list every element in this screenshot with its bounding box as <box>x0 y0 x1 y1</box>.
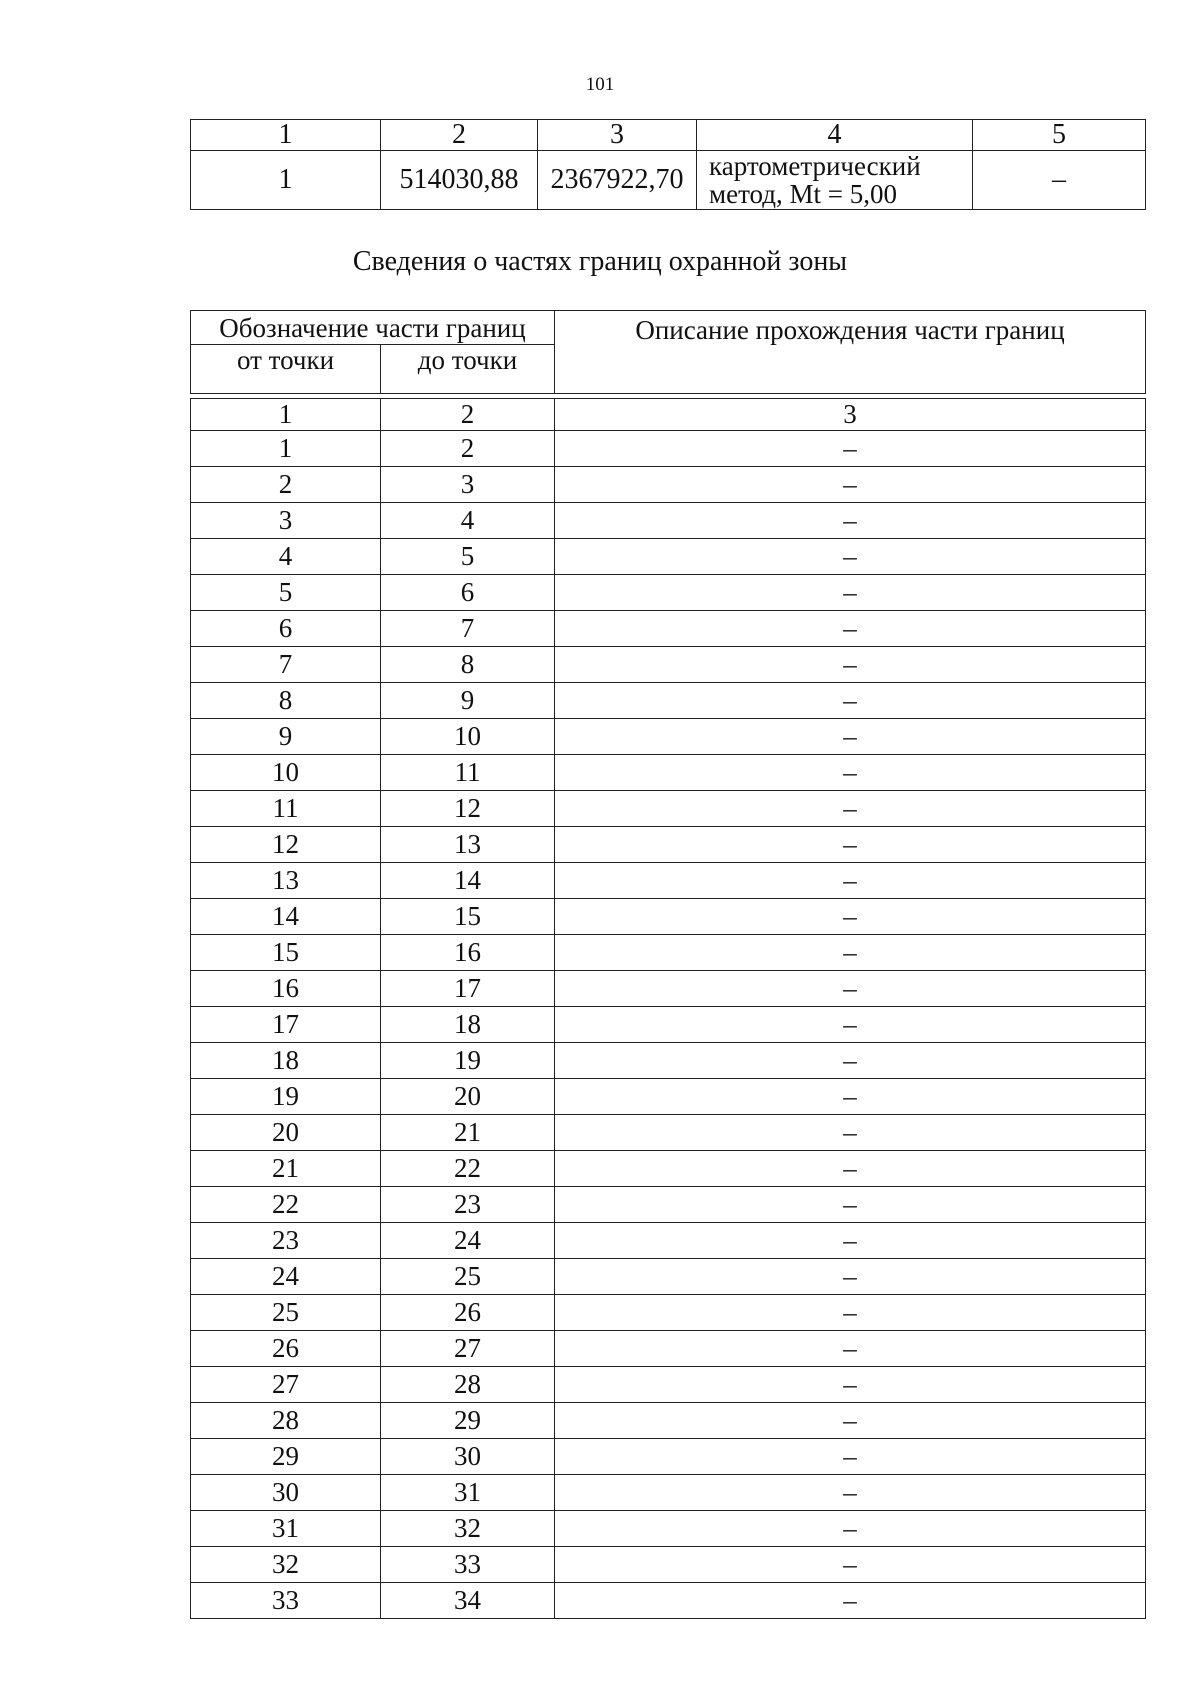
coords-header-row <box>191 120 1146 151</box>
from-point-cell: 11 <box>191 791 381 827</box>
table-row <box>191 467 1146 503</box>
from-point-cell: 16 <box>191 971 381 1007</box>
to-point-cell: 3 <box>381 467 555 503</box>
description-cell: – <box>555 755 1146 791</box>
from-point-cell: 22 <box>191 1187 381 1223</box>
to-point-cell: 22 <box>381 1151 555 1187</box>
table-row <box>191 539 1146 575</box>
table-row <box>191 791 1146 827</box>
to-point-cell: 25 <box>381 1259 555 1295</box>
description-header: Описание прохождения части границ <box>555 311 1146 394</box>
table-row <box>191 1331 1146 1367</box>
description-cell: – <box>555 611 1146 647</box>
to-point-cell: 6 <box>381 575 555 611</box>
from-point-cell: 24 <box>191 1259 381 1295</box>
description-cell: – <box>555 1259 1146 1295</box>
table-row <box>191 1295 1146 1331</box>
table-row <box>191 503 1146 539</box>
to-point-cell: 24 <box>381 1223 555 1259</box>
from-point-cell: 21 <box>191 1151 381 1187</box>
to-point-cell: 15 <box>381 899 555 935</box>
table-row <box>191 863 1146 899</box>
table-row <box>191 971 1146 1007</box>
to-point-cell: 26 <box>381 1295 555 1331</box>
table-row <box>191 1079 1146 1115</box>
table-row <box>191 1223 1146 1259</box>
table-row <box>191 1115 1146 1151</box>
description-cell: – <box>555 503 1146 539</box>
table-row <box>191 1259 1146 1295</box>
method-line-2: метод, Mt = 5,00 <box>709 179 897 209</box>
table-row <box>191 1151 1146 1187</box>
from-point-cell: 18 <box>191 1043 381 1079</box>
description-cell: – <box>555 827 1146 863</box>
method-cell <box>697 151 973 210</box>
description-cell: – <box>555 431 1146 467</box>
method-line-1: картометрический <box>709 151 921 181</box>
table-row <box>191 1583 1146 1619</box>
description-cell: – <box>555 683 1146 719</box>
description-cell: – <box>555 1511 1146 1547</box>
table-row <box>191 1043 1146 1079</box>
description-cell: – <box>555 1439 1146 1475</box>
description-cell: – <box>555 539 1146 575</box>
description-cell: – <box>555 971 1146 1007</box>
from-point-cell: 32 <box>191 1547 381 1583</box>
from-point-cell: 12 <box>191 827 381 863</box>
from-point-cell: 3 <box>191 503 381 539</box>
table-row <box>191 1007 1146 1043</box>
description-cell: – <box>555 1475 1146 1511</box>
table-row <box>191 1475 1146 1511</box>
from-point-cell: 20 <box>191 1115 381 1151</box>
table-row <box>191 755 1146 791</box>
from-point-cell: 2 <box>191 467 381 503</box>
from-point-cell: 15 <box>191 935 381 971</box>
to-point-header: до точки <box>381 345 555 394</box>
from-point-cell: 5 <box>191 575 381 611</box>
to-point-cell: 4 <box>381 503 555 539</box>
from-point-cell: 25 <box>191 1295 381 1331</box>
column-number: 3 <box>555 399 1146 431</box>
point-number: 1 <box>191 151 381 210</box>
from-point-cell: 27 <box>191 1367 381 1403</box>
description-cell: – <box>555 1151 1146 1187</box>
table-row <box>191 827 1146 863</box>
description-cell: – <box>555 863 1146 899</box>
to-point-cell: 13 <box>381 827 555 863</box>
to-point-cell: 32 <box>381 1511 555 1547</box>
from-point-cell: 28 <box>191 1403 381 1439</box>
coords-header-cell: 1 <box>191 120 381 151</box>
table-row <box>191 719 1146 755</box>
description-cell: – <box>555 1187 1146 1223</box>
to-point-cell: 9 <box>381 683 555 719</box>
to-point-cell: 31 <box>381 1475 555 1511</box>
from-point-cell: 26 <box>191 1331 381 1367</box>
from-point-cell: 4 <box>191 539 381 575</box>
description-cell: – <box>555 1223 1146 1259</box>
coords-header-cell: 4 <box>697 120 973 151</box>
description-cell: – <box>555 1115 1146 1151</box>
table-row <box>191 431 1146 467</box>
from-point-cell: 8 <box>191 683 381 719</box>
description-cell: – <box>555 719 1146 755</box>
to-point-cell: 28 <box>381 1367 555 1403</box>
column-number: 2 <box>381 399 555 431</box>
table-row <box>191 611 1146 647</box>
table-row <box>191 1511 1146 1547</box>
table-row <box>191 1367 1146 1403</box>
table-row <box>191 683 1146 719</box>
to-point-cell: 20 <box>381 1079 555 1115</box>
to-point-cell: 12 <box>381 791 555 827</box>
from-point-cell: 23 <box>191 1223 381 1259</box>
description-cell: – <box>555 1331 1146 1367</box>
from-point-cell: 7 <box>191 647 381 683</box>
from-point-cell: 19 <box>191 1079 381 1115</box>
description-cell: – <box>555 1043 1146 1079</box>
parts-header-row-1 <box>191 311 1146 345</box>
description-cell: – <box>555 1547 1146 1583</box>
to-point-cell: 11 <box>381 755 555 791</box>
from-point-cell: 9 <box>191 719 381 755</box>
description-cell: – <box>555 467 1146 503</box>
to-point-cell: 18 <box>381 1007 555 1043</box>
from-point-cell: 30 <box>191 1475 381 1511</box>
description-cell: – <box>555 647 1146 683</box>
coords-header-cell: 5 <box>973 120 1146 151</box>
to-point-cell: 23 <box>381 1187 555 1223</box>
to-point-cell: 29 <box>381 1403 555 1439</box>
boundary-parts-table <box>190 310 1146 1619</box>
column-number: 1 <box>191 399 381 431</box>
coord-y: 2367922,70 <box>538 151 697 210</box>
coords-header-cell: 2 <box>381 120 538 151</box>
from-point-cell: 14 <box>191 899 381 935</box>
description-cell: – <box>555 1007 1146 1043</box>
description-cell: – <box>555 1583 1146 1619</box>
to-point-cell: 8 <box>381 647 555 683</box>
table-row <box>191 899 1146 935</box>
designation-header: Обозначение части границ <box>191 311 555 345</box>
to-point-cell: 14 <box>381 863 555 899</box>
from-point-cell: 31 <box>191 1511 381 1547</box>
description-cell: – <box>555 1079 1146 1115</box>
from-point-cell: 17 <box>191 1007 381 1043</box>
to-point-cell: 21 <box>381 1115 555 1151</box>
to-point-cell: 34 <box>381 1583 555 1619</box>
to-point-cell: 7 <box>381 611 555 647</box>
table-row <box>191 1403 1146 1439</box>
table-row <box>191 1187 1146 1223</box>
coords-data-row <box>191 151 1146 210</box>
from-point-cell: 33 <box>191 1583 381 1619</box>
description-cell: – <box>555 1295 1146 1331</box>
to-point-cell: 17 <box>381 971 555 1007</box>
to-point-cell: 5 <box>381 539 555 575</box>
to-point-cell: 2 <box>381 431 555 467</box>
description-cell: – <box>555 935 1146 971</box>
to-point-cell: 27 <box>381 1331 555 1367</box>
from-point-cell: 13 <box>191 863 381 899</box>
page-number: 101 <box>585 74 615 95</box>
description-cell: – <box>555 575 1146 611</box>
description-cell: – <box>555 899 1146 935</box>
from-point-cell: 10 <box>191 755 381 791</box>
to-point-cell: 30 <box>381 1439 555 1475</box>
table-row <box>191 1547 1146 1583</box>
coord-x: 514030,88 <box>381 151 538 210</box>
description-cell: – <box>555 791 1146 827</box>
table-row <box>191 935 1146 971</box>
from-point-cell: 6 <box>191 611 381 647</box>
column-numbers-row <box>191 399 1146 431</box>
description-cell: – <box>555 1367 1146 1403</box>
table-row <box>191 1439 1146 1475</box>
from-point-cell: 29 <box>191 1439 381 1475</box>
description-cell: – <box>555 1403 1146 1439</box>
col5-value: – <box>973 151 1146 210</box>
coords-header-cell: 3 <box>538 120 697 151</box>
to-point-cell: 33 <box>381 1547 555 1583</box>
from-point-cell: 1 <box>191 431 381 467</box>
from-point-header: от точки <box>191 345 381 394</box>
to-point-cell: 10 <box>381 719 555 755</box>
table-row <box>191 575 1146 611</box>
coordinates-table <box>190 119 1146 210</box>
to-point-cell: 19 <box>381 1043 555 1079</box>
section-title: Сведения о частях границ охранной зоны <box>352 246 848 277</box>
table-row <box>191 647 1146 683</box>
to-point-cell: 16 <box>381 935 555 971</box>
